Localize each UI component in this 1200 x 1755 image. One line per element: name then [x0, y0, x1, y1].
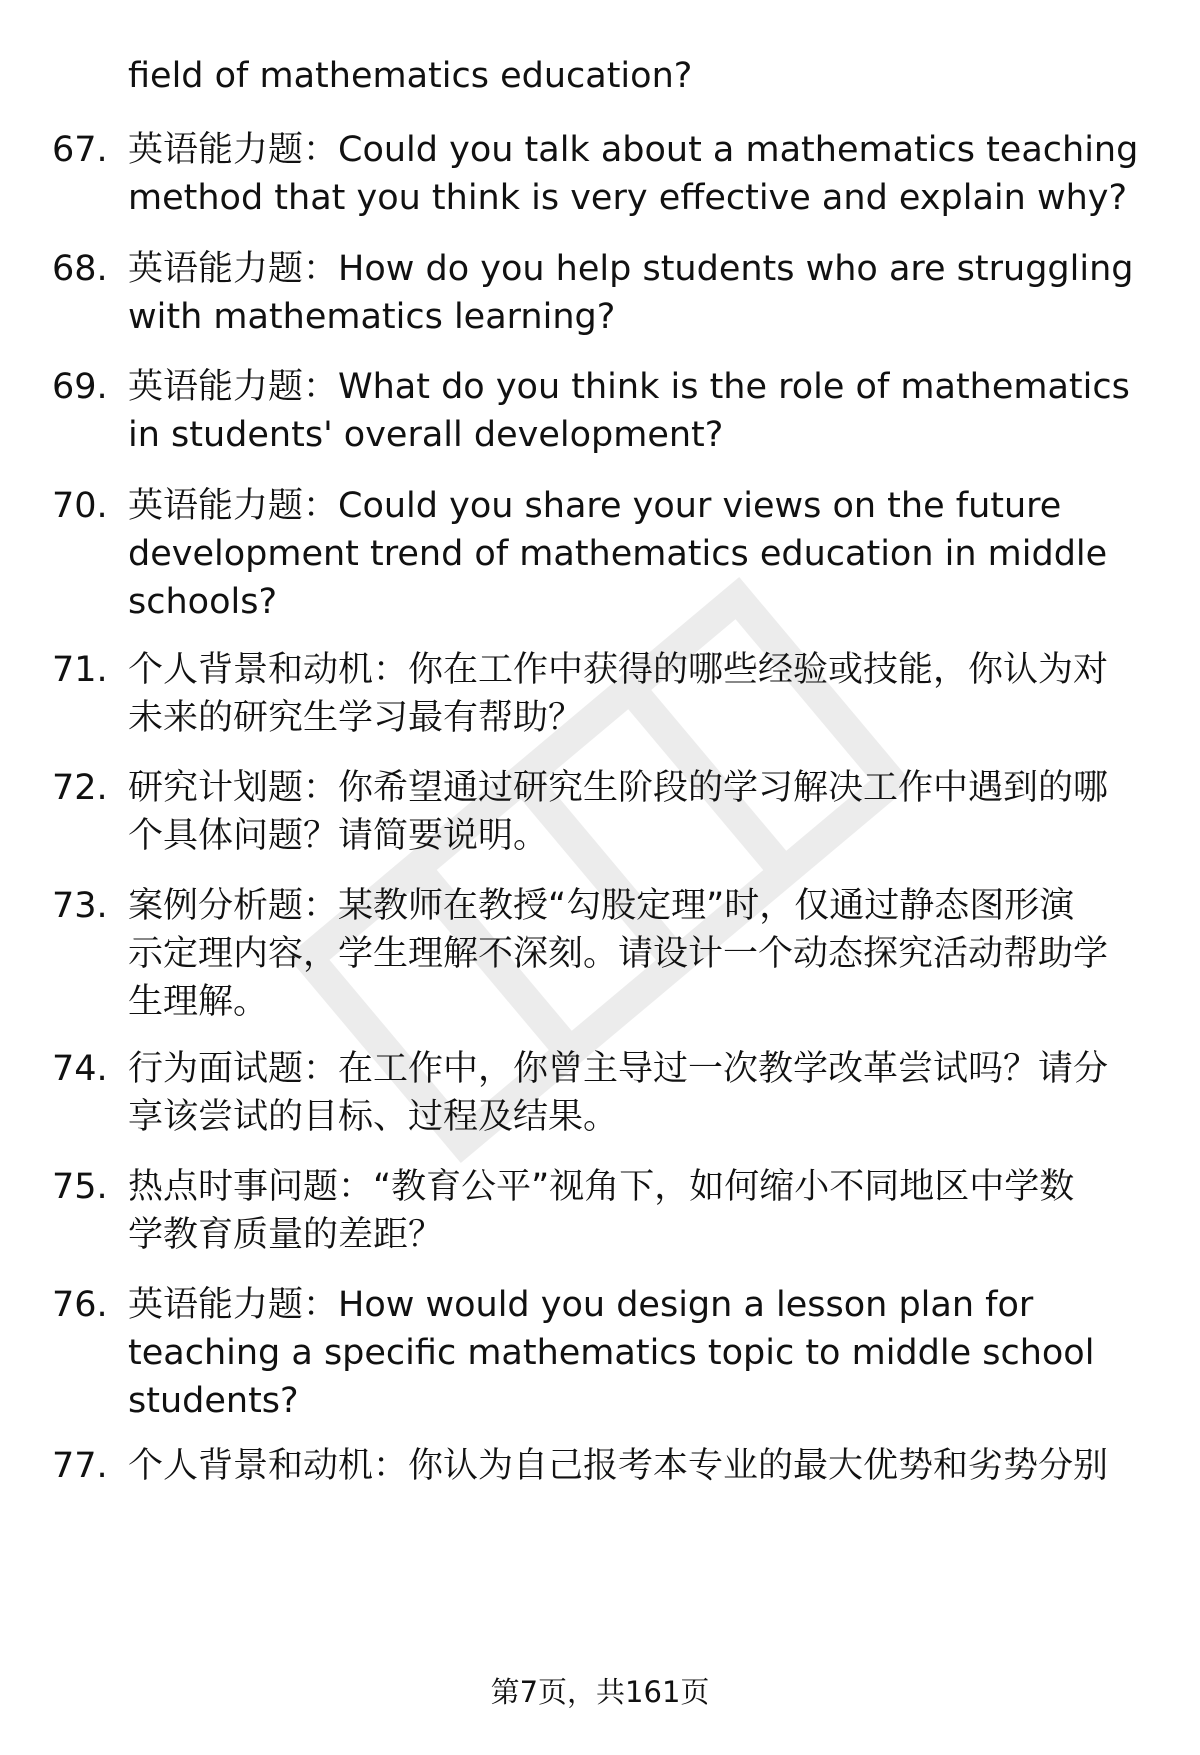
- item-line: 英语能力题：Could you share your views on the future: [128, 486, 1062, 526]
- item-text: [128, 126, 1138, 222]
- item-line: development trend of mathematics education in middle: [128, 534, 1108, 574]
- item-number: 70.: [52, 486, 108, 526]
- item-text: [128, 363, 1138, 459]
- item-line: 享该尝试的目标、过程及结果。: [128, 1097, 619, 1137]
- item-number: 77.: [52, 1446, 108, 1486]
- item-line: 案例分析题：某教师在教授“勾股定理”时，仅通过静态图形演: [128, 886, 1075, 926]
- item-text: [128, 482, 1138, 626]
- item-text: [128, 245, 1138, 341]
- item-text: [128, 1163, 1138, 1259]
- item-number: 76.: [52, 1285, 108, 1325]
- item-line: 示定理内容，学生理解不深刻。请设计一个动态探究活动帮助学: [128, 934, 1109, 974]
- item-line: in students' overall development?: [128, 415, 724, 455]
- item-number: 69.: [52, 367, 108, 407]
- lead-line: field of mathematics education?: [128, 56, 693, 96]
- item-line: 个具体问题？请简要说明。: [128, 816, 549, 856]
- item-number: 73.: [52, 886, 108, 926]
- item-text: [128, 764, 1138, 860]
- item-text: [128, 1442, 1138, 1490]
- item-line: schools?: [128, 582, 278, 622]
- item-line: 英语能力题：How do you help students who are struggling: [128, 249, 1134, 289]
- item-number: 67.: [52, 130, 108, 170]
- item-line: method that you think is very effective and explain why?: [128, 178, 1128, 218]
- item-number: 75.: [52, 1167, 108, 1207]
- item-number: 74.: [52, 1049, 108, 1089]
- item-line: teaching a specific mathematics topic to middle school: [128, 1333, 1095, 1373]
- item-line: 行为面试题：在工作中，你曾主导过一次教学改革尝试吗？请分: [128, 1049, 1109, 1089]
- item-text: [128, 646, 1138, 742]
- item-line: 个人背景和动机：你在工作中获得的哪些经验或技能，你认为对: [128, 650, 1109, 690]
- item-text: [128, 1045, 1138, 1141]
- item-line: 学教育质量的差距？: [128, 1215, 444, 1255]
- item-line: 生理解。: [128, 982, 269, 1022]
- item-line: 英语能力题：What do you think is the role of mathematics: [128, 367, 1130, 407]
- item-line: 未来的研究生学习最有帮助？: [128, 698, 584, 738]
- item-number: 71.: [52, 650, 108, 690]
- item-line: 英语能力题：Could you talk about a mathematics teaching: [128, 130, 1139, 170]
- item-line: students?: [128, 1381, 299, 1421]
- item-number: 68.: [52, 249, 108, 289]
- item-number: 72.: [52, 768, 108, 808]
- item-line: 个人背景和动机：你认为自己报考本专业的最大优势和劣势分别: [128, 1446, 1109, 1486]
- item-text: [128, 1281, 1138, 1425]
- item-line: 研究计划题：你希望通过研究生阶段的学习解决工作中遇到的哪: [128, 768, 1109, 808]
- item-line: with mathematics learning?: [128, 297, 616, 337]
- item-line: 英语能力题：How would you design a lesson plan for: [128, 1285, 1034, 1325]
- page-footer: 第7页，共161页: [490, 1675, 710, 1709]
- item-text: [128, 882, 1138, 1026]
- item-line: 热点时事问题：“教育公平”视角下，如何缩小不同地区中学数: [128, 1167, 1075, 1207]
